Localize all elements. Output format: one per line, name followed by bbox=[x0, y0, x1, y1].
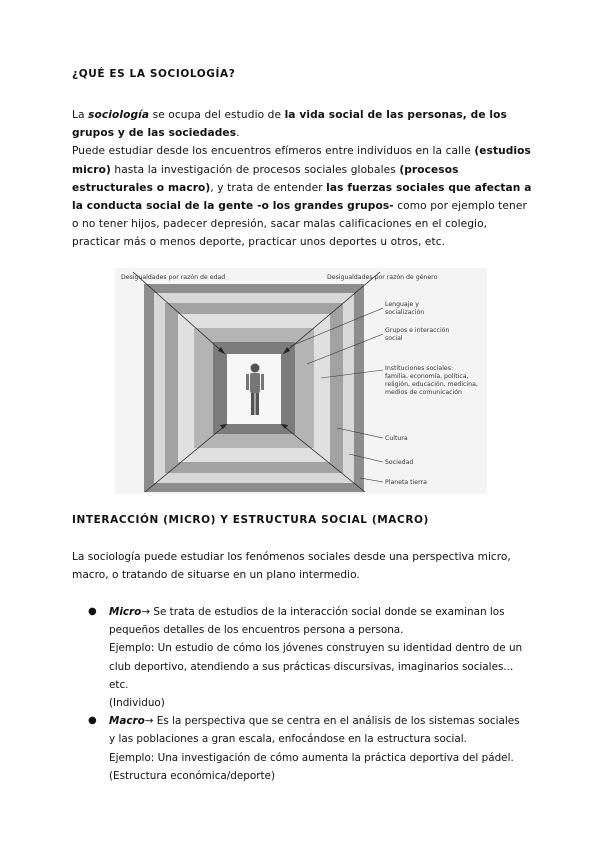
callout-grupos: Grupos e interacción bbox=[385, 327, 450, 334]
callout-socializacion: socialización bbox=[385, 309, 425, 316]
intro-bold-text: las fuerzas sociales que afectan a la conducta social de la gente -o los grandes grupos- bbox=[72, 181, 532, 213]
intro-text: , y trata de entender bbox=[210, 181, 327, 194]
arrow-right-icon: → bbox=[144, 715, 154, 728]
intro-bold-text: (procesos estructurales o macro) bbox=[72, 163, 459, 194]
intro-bold-term: sociología bbox=[88, 109, 150, 121]
intro-bold-text: la vida social de las personas, de los grupos y de las sociedades bbox=[72, 109, 507, 140]
label-desigualdades-genero: Desigualdades por razón de género bbox=[327, 274, 438, 281]
heading-interaccion-estructura: INTERACCIÓN (MICRO) Y ESTRUCTURA SOCIAL (MACRO) bbox=[72, 514, 429, 526]
callout-lenguaje: Lenguaje y bbox=[385, 301, 419, 308]
list-example: Ejemplo: Una investigación de cómo aumenta la práctica deportiva del pádel. bbox=[109, 751, 514, 764]
intro-paragraph bbox=[72, 106, 532, 252]
label-desigualdades-edad: Desigualdades por razón de edad bbox=[121, 274, 226, 281]
list-note: (Estructura económica/deporte) bbox=[109, 769, 276, 782]
list-term: Macro bbox=[109, 715, 145, 728]
callout-cultura: Cultura bbox=[385, 435, 408, 442]
list-text: Es la perspectiva que se centra en el análisis de los sistemas sociales y las poblaciones a gran escala, enfocándose en la estructura social. bbox=[109, 715, 520, 746]
arrow-right-icon: → bbox=[141, 606, 151, 618]
perspectives-list bbox=[88, 603, 528, 785]
intro-text: . bbox=[236, 127, 240, 140]
heading-que-es-sociologia: ¿QUÉ ES LA SOCIOLOGÍA? bbox=[72, 68, 236, 80]
intro-text: hasta la investigación de procesos sociales globales bbox=[110, 163, 400, 176]
list-note: (Individuo) bbox=[109, 697, 165, 710]
intro-bold-text: (estudios micro) bbox=[72, 145, 531, 176]
bullet-icon: ● bbox=[88, 715, 97, 727]
perspectives-paragraph: La sociología puede estudiar los fenómenos sociales desde una perspectiva micro, macro, o tratando de situarse en un plano intermedio. bbox=[72, 551, 511, 582]
bullet-icon: ● bbox=[88, 606, 97, 617]
list-item bbox=[88, 712, 528, 785]
intro-text: como por ejemplo tener o no tener hijos, padecer depresión, sacar malas calificaciones en el colegio, practicar más o menos deporte, practicar unos deportes u otros, etc. bbox=[72, 200, 527, 249]
callout-planeta: Planeta tierra bbox=[385, 479, 427, 486]
list-example: Ejemplo: Un estudio de cómo los jóvenes construyen su identidad dentro de un club deportivo, atendiendo a sus prácticas discursivas, imaginarios sociales... etc. bbox=[109, 642, 523, 691]
list-item bbox=[88, 603, 528, 712]
concentric-squares-figure bbox=[115, 268, 487, 494]
callout-instituciones: Instituciones sociales: bbox=[385, 365, 454, 372]
callout-social: social bbox=[385, 335, 403, 342]
intro-text: Puede estudiar desde los encuentros efímeros entre individuos en la calle bbox=[72, 145, 475, 158]
callout-sociedad: Sociedad bbox=[385, 459, 414, 466]
callout-instituciones-2: familia, economía, política, bbox=[385, 373, 469, 380]
intro-text: La bbox=[72, 109, 89, 121]
callout-instituciones-4: medios de comunicación bbox=[385, 389, 462, 396]
callout-instituciones-3: religión, educación, medicina, bbox=[385, 381, 478, 388]
list-term: Micro bbox=[109, 606, 142, 618]
intro-text: se ocupa del estudio de bbox=[149, 109, 285, 121]
list-text: Se trata de estudios de la interacción social donde se examinan los pequeños detalles de los encuentros persona a persona. bbox=[109, 606, 505, 637]
